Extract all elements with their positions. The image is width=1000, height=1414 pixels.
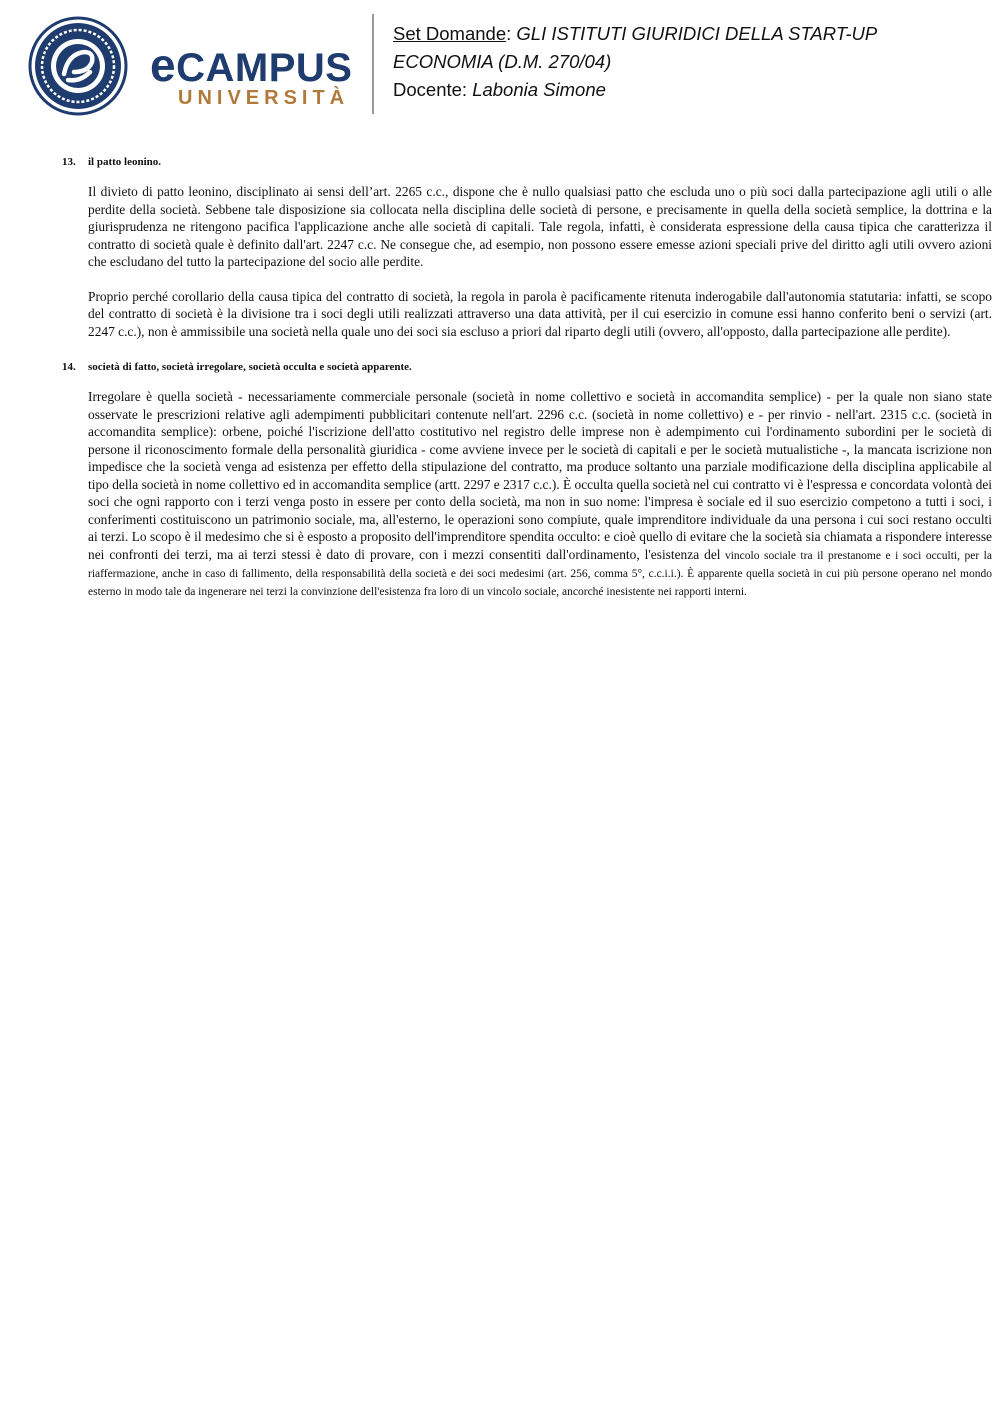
logo-wordmark: eCAMPUS xyxy=(150,39,353,91)
question-number: 13. xyxy=(62,156,76,168)
question-number: 14. xyxy=(62,361,76,373)
set-separator: : xyxy=(506,23,517,44)
logo-subtitle: UNIVERSITÀ xyxy=(178,87,350,109)
course-title-line2: ECONOMIA (D.M. 270/04) xyxy=(393,51,612,72)
header-divider xyxy=(372,14,374,114)
question-heading xyxy=(62,360,992,374)
page-header xyxy=(0,0,1000,125)
answer-paragraph: Il divieto di patto leonino, disciplinato ai sensi dell’art. 2265 c.c., dispone che è nullo qualsiasi patto che escluda uno o più soci dalla partecipazione agli utili o alle perdite della società. Sebbene tale disposizione sia collocata nella disciplina delle società di persone, e precisamente in quella della società semplice, la dottrina e la giurisprudenza ne ritengono pacifica l'applicazione anche alle società di capitali. Tale regola, infatti, è considerata espressione della causa tipica che caratterizza il contratto di società quale è definito dall'art. 2247 c.c. Ne consegue che, ad esempio, non possono essere emesse azioni speciali prive del diritto agli utili ovvero azioni che escludano del tutto la partecipazione del socio alle perdite. xyxy=(88,184,992,269)
teacher-line xyxy=(393,76,983,104)
question-title: il patto leonino. xyxy=(88,156,162,168)
answer-text-small: vincolo sociale tra il prestanome e i soci occulti, per la riaffermazione, anche in caso di fallimento, della responsabilità della società e dei soci medesimi (art. 256, comma 5°, c.c.i.i.). È apparente quella società in cui più persone operano nel mondo esterno in modo tale da ingenerare nei terzi la convinzione dell'esistenza fra loro di un vincolo sociale, ancorché inesistente nei rapporti interni. xyxy=(88,549,992,598)
teacher-name: Labonia Simone xyxy=(472,79,606,100)
ecampus-logo xyxy=(16,12,366,117)
header-info xyxy=(393,20,983,104)
document-body xyxy=(62,155,992,600)
set-label: Set Domande xyxy=(393,23,507,44)
answer-paragraph xyxy=(88,388,992,600)
teacher-label: Docente: xyxy=(393,79,473,100)
answer-text: Irregolare è quella società - necessariamente commerciale personale (società in nome collettivo e società in accomandita semplice) - per la quale non siano state osservate le prescrizioni relative agli adempimenti pubblicitari contenute nell'art. 2296 c.c. (società in nome collettivo) e - per rinvio - nell'art. 2315 c.c. (società in accomandita semplice): orbene, poiché l'iscrizione dell'atto costitutivo nel registro delle imprese non è adempimento cui l'ordinamento subordini per le società di persone il riconoscimento formale della personalità giuridica - come avviene invece per le società di capitali e per le società mutualistiche -, la mancata iscrizione non impedisce che la società venga ad esistenza per effetto della stipulazione del contratto, ma produce soltanto una parziale modificazione della disciplina applicabile al tipo della società in nome collettivo ed in accomandita semplice (artt. 2297 e 2317 c.c.). È occulta quella società nel cui contratto vi è l'espressa e concordata volontà dei soci che ogni rapporto con i terzi venga posto in essere per conto della società, ma non in suo nome: l'impresa è sociale ed il suo esercizio competono a tutti i soci, i conferimenti costituiscono un patrimonio sociale, ma, all'esterno, le operazioni sono compiute, quale imprenditore individuale da una persona i cui soci restano occulti ai terzi. Lo scopo è il medesimo che si è esposto a proposito dell'imprenditore spendita occulto: e cioè quello di evitare che la società sia chiamata a rispondere interesse nei confronti dei terzi, ma ai terzi stessi è dato di provare, con i mezzi consentiti dall'ordinamento, l'esistenza del xyxy=(88,389,992,562)
course-line xyxy=(393,20,983,48)
question-title: società di fatto, società irregolare, società occulta e società apparente. xyxy=(88,361,412,373)
answer-paragraph: Proprio perché corollario della causa tipica del contratto di società, la regola in parola è pacificamente ritenuta inderogabile dall'autonomia statutaria: infatti, se scopo del contratto di società è la divisione tra i soci degli utili realizzati attraverso una data attività, per il cui esercizio in comune essi hanno conferito beni o servizi (art. 2247 c.c.), non è ammissibile una società nella quale uno dei soci sia escluso a priori dal riparto degli utili (ovvero, all'opposto, dalla partecipazione alle perdite). xyxy=(88,288,992,339)
university-emblem-icon xyxy=(28,16,128,116)
course-title: GLI ISTITUTI GIURIDICI DELLA START-UP xyxy=(516,23,878,44)
question-heading xyxy=(62,155,992,169)
